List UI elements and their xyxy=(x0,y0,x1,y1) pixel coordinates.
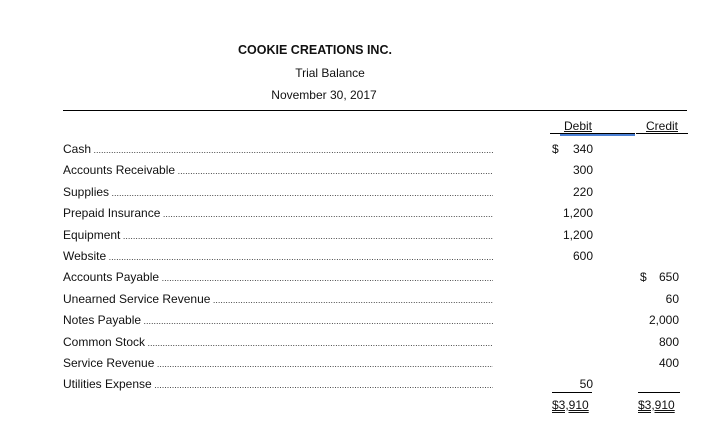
credit-column-header: Credit xyxy=(645,119,678,133)
debit-currency-symbol: $ xyxy=(552,142,559,156)
credit-amount: 400 xyxy=(658,356,679,370)
account-row xyxy=(63,183,693,201)
account-row xyxy=(63,204,693,222)
account-name: Prepaid Insurance ..... xyxy=(63,204,493,223)
account-name: Website ..... xyxy=(63,247,493,266)
credit-total: $3,910 xyxy=(638,398,675,412)
statement-title: Trial Balance xyxy=(295,66,365,80)
debit-amount: 1,200 xyxy=(562,227,593,242)
account-row xyxy=(63,375,693,393)
account-row xyxy=(63,268,693,286)
account-row xyxy=(63,333,693,351)
account-name: Notes Payable ..... xyxy=(63,311,493,330)
debit-amount: 220 xyxy=(572,184,593,199)
header-rule xyxy=(63,110,687,111)
account-name: Accounts Payable ..... xyxy=(63,268,493,287)
debit-amount: 50 xyxy=(579,377,593,392)
credit-amount: 60 xyxy=(665,291,679,306)
debit-amount: 340 xyxy=(572,142,593,156)
account-row xyxy=(63,311,693,329)
debit-amount: 1,200 xyxy=(562,206,593,221)
account-row xyxy=(63,226,693,244)
account-name: Utilities Expense ..... xyxy=(63,375,493,394)
account-name: Common Stock ..... xyxy=(63,333,493,352)
debit-amount: 600 xyxy=(572,249,593,263)
statement-date: November 30, 2017 xyxy=(271,88,377,102)
credit-header-underline xyxy=(636,133,688,134)
debit-subtotal-rule xyxy=(552,392,592,393)
credit-amount: 800 xyxy=(658,334,679,349)
account-name: Accounts Receivable ..... xyxy=(63,161,493,180)
selection-accent-line xyxy=(560,134,635,136)
credit-currency-symbol: $ xyxy=(640,270,647,285)
account-name: Equipment ..... xyxy=(63,226,493,245)
account-name: Service Revenue ..... xyxy=(63,354,493,373)
debit-amount: 300 xyxy=(572,163,593,178)
account-name: Supplies ..... xyxy=(63,183,493,202)
account-row xyxy=(63,161,693,179)
account-row xyxy=(63,290,693,308)
account-name: Unearned Service Revenue ..... xyxy=(63,290,493,309)
account-name: Cash ..... xyxy=(63,140,493,159)
credit-amount: 2,000 xyxy=(648,313,679,328)
account-row xyxy=(63,247,693,265)
credit-subtotal-rule xyxy=(638,392,680,393)
debit-total: $3,910 xyxy=(552,398,589,412)
credit-amount: 650 xyxy=(658,270,679,285)
company-name: COOKIE CREATIONS INC. xyxy=(238,43,392,57)
account-row xyxy=(63,354,693,372)
debit-column-header: Debit xyxy=(563,119,592,133)
account-row xyxy=(63,140,693,158)
